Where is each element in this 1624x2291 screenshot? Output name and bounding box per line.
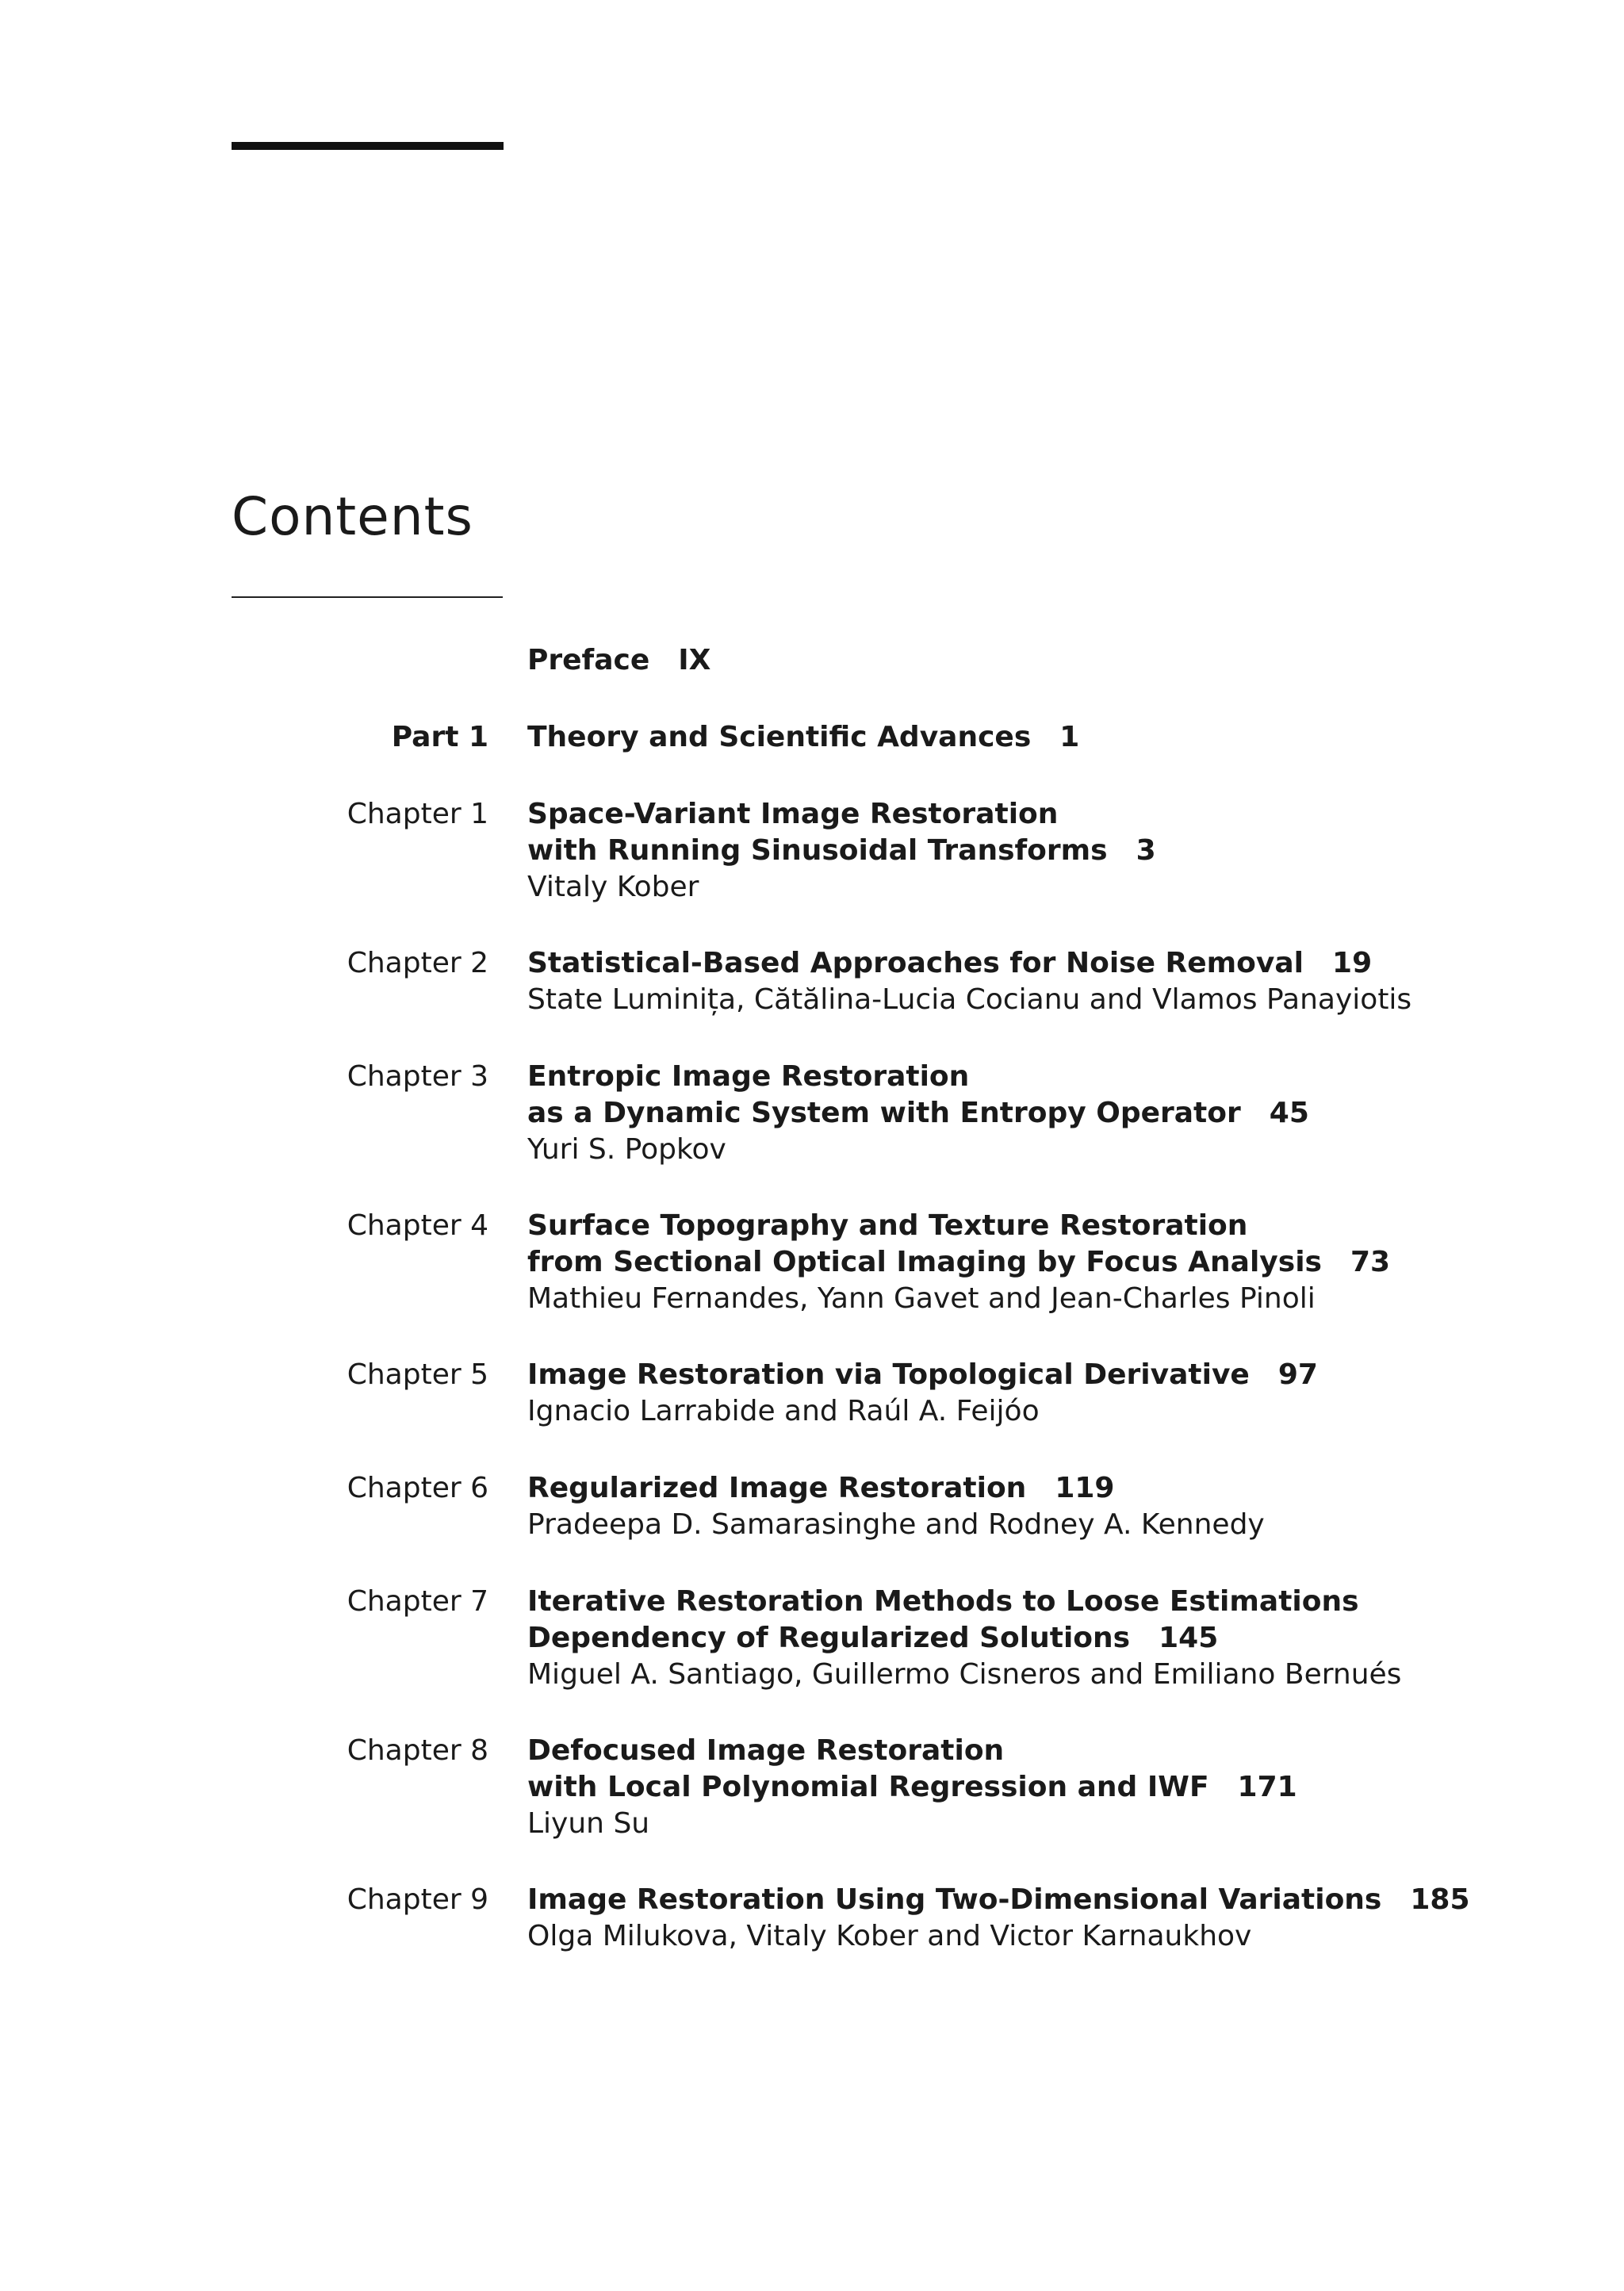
entry-label: Part 1: [391, 721, 488, 753]
entry-page-number: 1: [1059, 721, 1080, 753]
entry-title-line: [527, 1357, 1558, 1393]
entry-body: [527, 1733, 1558, 1842]
entry-label: Chapter 3: [347, 1060, 488, 1093]
entry-page-number: 145: [1159, 1622, 1219, 1654]
entry-title-line: [527, 1620, 1558, 1657]
entry-title-line: [527, 1733, 1558, 1769]
entry-body: [527, 796, 1558, 906]
entry-authors: Liyun Su: [527, 1807, 650, 1840]
entry-title-text: Theory and Scientific Advances: [527, 721, 1032, 753]
entry-authors: Ignacio Larrabide and Raúl A. Feijóo: [527, 1395, 1040, 1427]
entry-page-number: 185: [1410, 1883, 1470, 1916]
entry-title-line: [527, 1059, 1558, 1095]
entry-authors: Pradeepa D. Samarasinghe and Rodney A. Kennedy: [527, 1508, 1265, 1541]
entry-label: Chapter 5: [347, 1358, 488, 1391]
entry-page-number: 45: [1269, 1097, 1309, 1129]
entry-page-number: 73: [1350, 1246, 1391, 1278]
entry-title-line: [527, 945, 1558, 982]
entry-title-text: Regularized Image Restoration: [527, 1472, 1027, 1504]
entry-title-line: [527, 1470, 1558, 1507]
entry-label: Chapter 9: [347, 1883, 488, 1916]
decorative-top-bar: [232, 142, 504, 150]
entry-body: [527, 1882, 1558, 1955]
entry-label: Chapter 1: [347, 798, 488, 830]
entry-authors: Olga Milukova, Vitaly Kober and Victor Karnaukhov: [527, 1920, 1252, 1952]
entry-page-number: IX: [678, 644, 711, 676]
entry-authors: Yuri S. Popkov: [527, 1133, 726, 1166]
entry-page-number: 19: [1332, 947, 1373, 979]
entry-title-line: [527, 833, 1558, 869]
entry-title-text: from Sectional Optical Imaging by Focus Analysis: [527, 1246, 1322, 1278]
entry-body: [527, 1470, 1558, 1543]
entry-label: Chapter 4: [347, 1209, 488, 1242]
entry-title-line: [527, 1244, 1558, 1281]
entry-title-text: Iterative Restoration Methods to Loose Estimations: [527, 1585, 1359, 1618]
entry-title-text: Statistical-Based Approaches for Noise Removal: [527, 947, 1304, 979]
page-title: Contents: [232, 486, 473, 547]
entry-title-text: as a Dynamic System with Entropy Operator: [527, 1097, 1241, 1129]
entry-title-line: [527, 1095, 1558, 1132]
entry-body: [527, 642, 1558, 679]
entry-label: Chapter 8: [347, 1734, 488, 1767]
entry-body: [527, 1208, 1558, 1317]
entry-label: Chapter 7: [347, 1585, 488, 1618]
entry-body: [527, 1059, 1558, 1168]
entry-title-text: Entropic Image Restoration: [527, 1060, 970, 1093]
entry-body: [527, 1584, 1558, 1693]
entry-title-text: Space-Variant Image Restoration: [527, 798, 1059, 830]
entry-authors: Miguel A. Santiago, Guillermo Cisneros and Emiliano Bernués: [527, 1658, 1402, 1691]
entry-title-text: Defocused Image Restoration: [527, 1734, 1005, 1767]
entry-authors: Vitaly Kober: [527, 871, 699, 903]
entry-title-line: [527, 796, 1558, 833]
entry-title-text: Preface: [527, 644, 650, 676]
entry-authors: State Luminița, Cătălina-Lucia Cocianu and Vlamos Panayiotis: [527, 983, 1412, 1016]
entry-title-text: Image Restoration Using Two-Dimensional Variations: [527, 1883, 1382, 1916]
entry-body: [527, 1357, 1558, 1430]
entry-title-line: [527, 1584, 1558, 1620]
entry-title-text: with Local Polynomial Regression and IWF: [527, 1771, 1209, 1803]
entry-page-number: 119: [1055, 1472, 1115, 1504]
entry-page-number: 3: [1136, 834, 1156, 867]
entry-label: Chapter 2: [347, 947, 488, 979]
entry-title-text: with Running Sinusoidal Transforms: [527, 834, 1108, 867]
entry-title-text: Surface Topography and Texture Restoration: [527, 1209, 1248, 1242]
entry-title-line: [527, 1882, 1558, 1918]
entry-body: [527, 945, 1558, 1018]
entry-title-text: Image Restoration via Topological Derivative: [527, 1358, 1250, 1391]
entry-title-text: Dependency of Regularized Solutions: [527, 1622, 1131, 1654]
entry-label: Chapter 6: [347, 1472, 488, 1504]
title-divider: [232, 596, 503, 598]
entry-title-line: [527, 642, 1558, 679]
entry-body: [527, 719, 1558, 756]
entry-title-line: [527, 1769, 1558, 1806]
entry-authors: Mathieu Fernandes, Yann Gavet and Jean-Charles Pinoli: [527, 1282, 1316, 1315]
entry-page-number: 97: [1277, 1358, 1318, 1391]
entry-title-line: [527, 719, 1558, 756]
entry-title-line: [527, 1208, 1558, 1244]
entry-page-number: 171: [1237, 1771, 1297, 1803]
